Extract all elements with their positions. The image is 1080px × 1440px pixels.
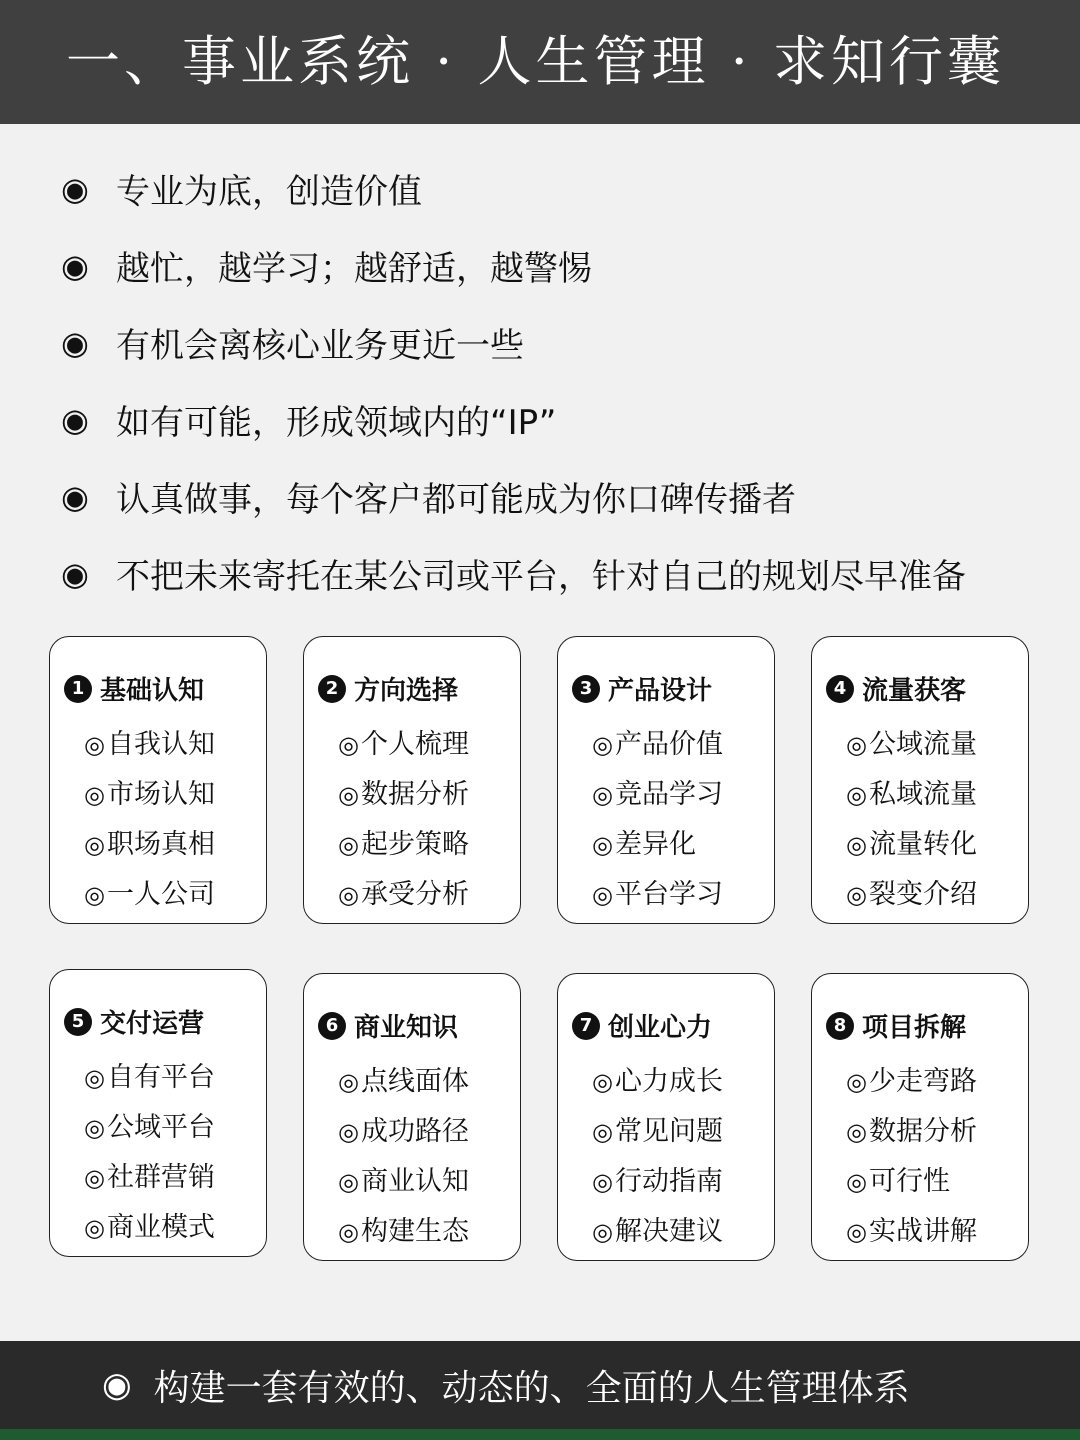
card-item-text: 个人梳理 [360, 729, 469, 760]
card-item-text: 裂变介绍 [868, 879, 977, 910]
card-item-text: 社群营销 [106, 1162, 215, 1193]
bullet-text: 越忙，越学习；越舒适，越警惕 [116, 249, 592, 289]
double-circle-icon: ◎ [592, 731, 613, 759]
double-circle-icon: ◎ [592, 1168, 613, 1196]
card-item [338, 1057, 469, 1107]
bullet-item [58, 227, 966, 304]
card-delivery-operations [49, 969, 267, 1257]
card-item-text: 数据分析 [360, 779, 469, 810]
double-circle-icon: ◎ [84, 1164, 105, 1192]
card-item-text: 公域流量 [868, 729, 977, 760]
card-item [338, 870, 469, 920]
card-item-text: 一人公司 [106, 879, 215, 910]
card-item [84, 1053, 215, 1103]
card-item-text: 点线面体 [360, 1066, 469, 1097]
card-item-text: 市场认知 [106, 779, 215, 810]
card-item [338, 1157, 469, 1207]
card-item-text: 解决建议 [614, 1216, 723, 1247]
card-item [84, 770, 215, 820]
number-badge-icon: 7 [572, 1012, 600, 1040]
bullet-text: 不把未来寄托在某公司或平台，针对自己的规划尽早准备 [116, 557, 966, 597]
card-item [592, 1207, 723, 1257]
bullet-dot-icon: ◉ [61, 400, 89, 439]
footer-banner [0, 1341, 1080, 1429]
card-item-text: 少走弯路 [868, 1066, 977, 1097]
card-item-text: 流量转化 [868, 829, 977, 860]
card-item [846, 1107, 977, 1157]
card-item-text: 承受分析 [360, 879, 469, 910]
card-title-text: 基础认知 [100, 676, 205, 706]
card-item-text: 商业模式 [106, 1212, 215, 1243]
card-title [826, 670, 966, 707]
double-circle-icon: ◎ [84, 1214, 105, 1242]
bullet-text: 有机会离核心业务更近一些 [116, 326, 524, 366]
bullet-dot-icon: ◉ [61, 554, 89, 593]
bullet-dot-icon: ◉ [61, 246, 89, 285]
double-circle-icon: ◎ [846, 1168, 867, 1196]
footer-text: 构建一套有效的、动态的、全面的人生管理体系 [153, 1367, 910, 1409]
bullet-item [58, 150, 966, 227]
card-item-text: 私域流量 [868, 779, 977, 810]
bullet-item [58, 535, 966, 612]
double-circle-icon: ◎ [846, 1118, 867, 1146]
double-circle-icon: ◎ [592, 1118, 613, 1146]
card-item-text: 差异化 [614, 829, 696, 860]
card-item-text: 公域平台 [106, 1112, 215, 1143]
number-badge-icon: 6 [318, 1012, 346, 1040]
double-circle-icon: ◎ [84, 831, 105, 859]
card-item-text: 自有平台 [106, 1062, 215, 1093]
card-item-text: 竞品学习 [614, 779, 723, 810]
number-badge-icon: 8 [826, 1012, 854, 1040]
card-item-text: 心力成长 [614, 1066, 723, 1097]
double-circle-icon: ◎ [592, 781, 613, 809]
double-circle-icon: ◎ [84, 1114, 105, 1142]
card-title [64, 670, 204, 707]
card-item [846, 820, 977, 870]
card-item [846, 870, 977, 920]
double-circle-icon: ◎ [846, 1218, 867, 1246]
double-circle-icon: ◎ [338, 1218, 359, 1246]
double-circle-icon: ◎ [84, 781, 105, 809]
card-item [84, 1203, 215, 1253]
bullet-item [58, 381, 966, 458]
card-item [592, 1057, 723, 1107]
card-item [84, 720, 215, 770]
double-circle-icon: ◎ [338, 731, 359, 759]
card-title [64, 1003, 204, 1040]
card-item-text: 平台学习 [614, 879, 723, 910]
card-item [338, 820, 469, 870]
double-circle-icon: ◎ [84, 881, 105, 909]
card-item-text: 商业认知 [360, 1166, 469, 1197]
card-title-text: 项目拆解 [862, 1013, 967, 1043]
number-badge-icon: 2 [318, 675, 346, 703]
card-item-text: 构建生态 [360, 1216, 469, 1247]
bullet-dot-icon: ◉ [61, 323, 89, 362]
number-badge-icon: 5 [64, 1008, 92, 1036]
double-circle-icon: ◎ [338, 831, 359, 859]
card-item-text: 行动指南 [614, 1166, 723, 1197]
bullet-text: 认真做事，每个客户都可能成为你口碑传播者 [116, 480, 796, 520]
card-item [84, 1103, 215, 1153]
double-circle-icon: ◎ [592, 831, 613, 859]
card-title [318, 670, 458, 707]
double-circle-icon: ◎ [846, 831, 867, 859]
number-badge-icon: 4 [826, 675, 854, 703]
card-item [338, 770, 469, 820]
bullet-dot-icon: ◉ [61, 169, 89, 208]
double-circle-icon: ◎ [592, 1068, 613, 1096]
bullet-dot-icon: ◉ [102, 1365, 132, 1405]
double-circle-icon: ◎ [846, 1068, 867, 1096]
card-item-text: 常见问题 [614, 1116, 723, 1147]
double-circle-icon: ◎ [338, 1068, 359, 1096]
card-title-text: 产品设计 [608, 676, 713, 706]
double-circle-icon: ◎ [338, 1118, 359, 1146]
bullet-item [58, 458, 966, 535]
card-item [846, 1057, 977, 1107]
double-circle-icon: ◎ [338, 881, 359, 909]
card-item [592, 870, 723, 920]
card-item [846, 1207, 977, 1257]
card-title-text: 商业知识 [354, 1013, 459, 1043]
card-item [592, 1107, 723, 1157]
card-title-text: 交付运营 [100, 1009, 205, 1039]
card-item [84, 870, 215, 920]
card-item [846, 770, 977, 820]
card-title [572, 1007, 712, 1044]
card-item [846, 720, 977, 770]
card-item [338, 1207, 469, 1257]
card-item [338, 1107, 469, 1157]
card-title-text: 创业心力 [608, 1013, 713, 1043]
card-item-text: 职场真相 [106, 829, 215, 860]
card-item-text: 起步策略 [360, 829, 469, 860]
bullet-text: 专业为底，创造价值 [116, 172, 422, 212]
double-circle-icon: ◎ [84, 731, 105, 759]
card-item-text: 数据分析 [868, 1116, 977, 1147]
card-item [84, 820, 215, 870]
double-circle-icon: ◎ [846, 781, 867, 809]
card-item [592, 1157, 723, 1207]
number-badge-icon: 1 [64, 675, 92, 703]
card-product-design [557, 636, 775, 924]
card-project-breakdown [811, 973, 1029, 1261]
card-item [846, 1157, 977, 1207]
footer-stripe [0, 1429, 1080, 1440]
double-circle-icon: ◎ [592, 1218, 613, 1246]
card-title [572, 670, 712, 707]
page-title: 一、事业系统 · 人生管理 · 求知行囊 [0, 0, 1080, 124]
double-circle-icon: ◎ [338, 1168, 359, 1196]
card-item [592, 720, 723, 770]
number-badge-icon: 3 [572, 675, 600, 703]
double-circle-icon: ◎ [84, 1064, 105, 1092]
bullet-dot-icon: ◉ [61, 477, 89, 516]
card-business-knowledge [303, 973, 521, 1261]
card-item [592, 820, 723, 870]
card-item-text: 可行性 [868, 1166, 950, 1197]
bullet-text: 如有可能，形成领域内的“IP” [116, 403, 557, 443]
card-startup-mindset [557, 973, 775, 1261]
card-item [84, 1153, 215, 1203]
card-direction-choice [303, 636, 521, 924]
card-item-text: 成功路径 [360, 1116, 469, 1147]
card-traffic-acquisition [811, 636, 1029, 924]
bullet-item [58, 304, 966, 381]
card-basic-cognition [49, 636, 267, 924]
card-item [592, 770, 723, 820]
card-title [826, 1007, 966, 1044]
double-circle-icon: ◎ [338, 781, 359, 809]
card-item-text: 自我认知 [106, 729, 215, 760]
card-item-text: 产品价值 [614, 729, 723, 760]
card-title [318, 1007, 458, 1044]
double-circle-icon: ◎ [592, 881, 613, 909]
card-title-text: 方向选择 [354, 676, 459, 706]
double-circle-icon: ◎ [846, 881, 867, 909]
card-item [338, 720, 469, 770]
card-title-text: 流量获客 [862, 676, 967, 706]
bullet-list [58, 150, 966, 612]
double-circle-icon: ◎ [846, 731, 867, 759]
card-item-text: 实战讲解 [868, 1216, 977, 1247]
